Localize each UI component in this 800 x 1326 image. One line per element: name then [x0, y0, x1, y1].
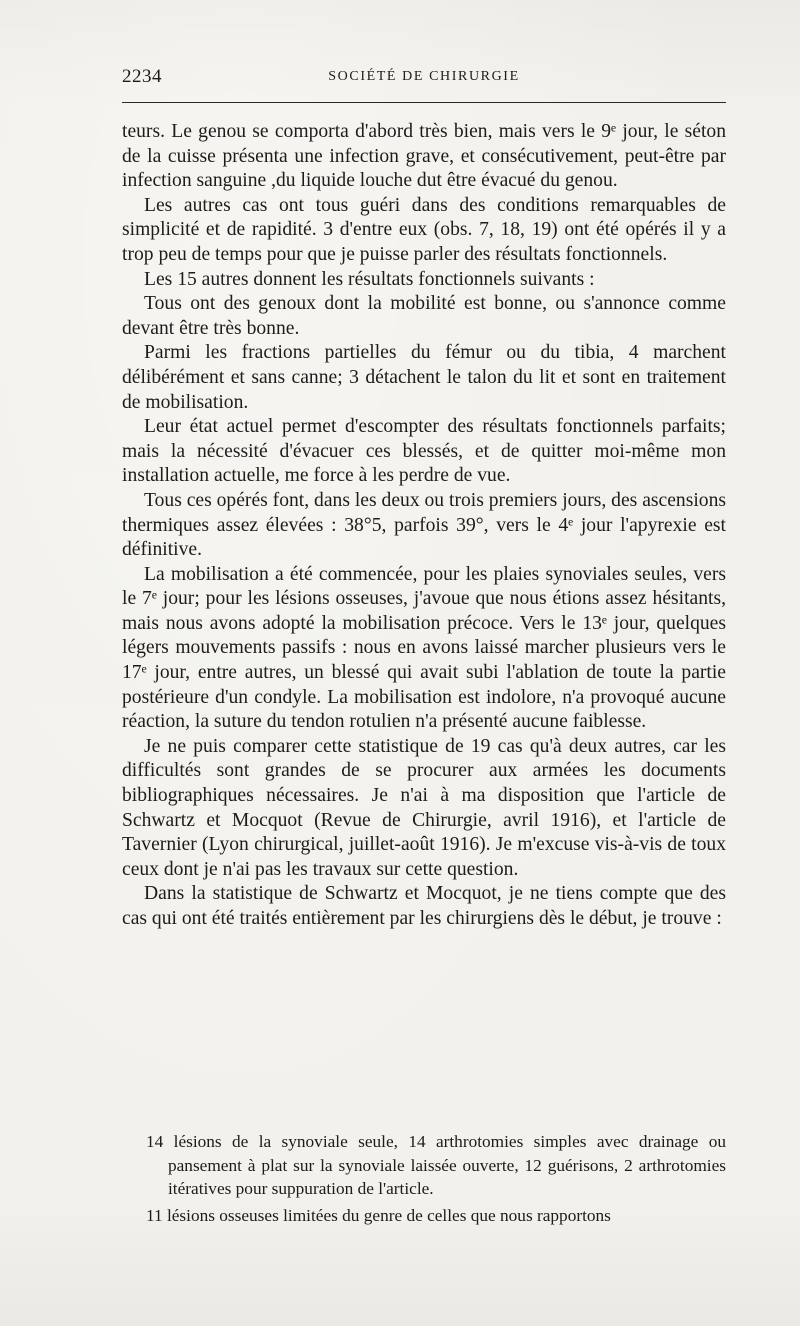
- paragraph: Les autres cas ont tous guéri dans des conditions remarquables de simplicité et de rapidité. 3 d'entre eux (obs. 7, 18, 19) ont été opérés il y a trop peu de temps pour que je puisse parler des résultats fonctionnels.: [122, 194, 726, 265]
- paragraph: Dans la statistique de Schwartz et Mocquot, je ne tiens compte que des cas qui ont été traités entièrement par les chirurgiens dès le début, je trouve :: [122, 883, 726, 929]
- paragraph: Leur état actuel permet d'escompter des résultats fonctionnels parfaits; mais la nécessité d'évacuer ces blessés, et de quitter moi-même mon installation actuelle, me force à les perdre de vue.: [122, 416, 726, 487]
- list-item: 14 lésions de la synoviale seule, 14 arthrotomies simples avec drainage ou pansement à plat sur la synoviale laissée ouverte, 12 guérisons, 2 arthrotomies itératives pour suppuration de l'article.: [146, 1132, 726, 1199]
- paragraph: La mobilisation a été commencée, pour les plaies synoviales seules, vers le 7ᵉ jour; pour les lésions osseuses, j'avoue que nous étions assez hésitants, mais nous avons adopté la mobilisation précoce. Vers le 13ᵉ jour, quelques légers mouvements passifs : nous en avons laissé marcher plusieurs vers le 17ᵉ jour, entre autres, un blessé qui avait subi l'ablation de toute la partie postérieure d'un condyle. La mobilisation est indolore, n'a provoqué aucune réaction, la suture du tendon rotulien n'a présenté aucune faiblesse.: [122, 563, 726, 733]
- running-title: SOCIÉTÉ DE CHIRURGIE: [328, 69, 520, 84]
- paragraph: Tous ces opérés font, dans les deux ou trois premiers jours, des ascensions thermiques assez élevées : 38°5, parfois 39°, vers le 4ᵉ jour l'apyrexie est définitive.: [122, 489, 726, 561]
- paragraph: Tous ont des genoux dont la mobilité est bonne, ou s'annonce comme devant être très bonne.: [122, 293, 726, 339]
- paragraph: Je ne puis comparer cette statistique de 19 cas qu'à deux autres, car les difficultés sont grandes de se procurer aux armées les documents bibliographiques nécessaires. Je n'ai à ma disposition que l'article de Schwartz et Mocquot (Revue de Chirurgie, avril 1916), et l'article de Tavernier (Lyon chirurgical, juillet-août 1916). Je m'excuse vis-à-vis de toux ceux dont je n'ai pas les travaux sur cette question.: [122, 735, 726, 880]
- statistics-list: [146, 1130, 726, 1227]
- header-rule: [122, 102, 726, 103]
- body-text: [122, 120, 726, 932]
- list-item: 11 lésions osseuses limitées du genre de celles que nous rapportons: [146, 1205, 611, 1225]
- page-number: 2234: [122, 66, 162, 87]
- paragraph: Les 15 autres donnent les résultats fonctionnels suivants :: [144, 268, 595, 290]
- paragraph: Parmi les fractions partielles du fémur ou du tibia, 4 marchent délibérément et sans canne; 3 détachent le talon du lit et sont en traitement de mobilisation.: [122, 342, 726, 413]
- paragraph: teurs. Le genou se comporta d'abord très bien, mais vers le 9ᵉ jour, le séton de la cuisse présenta une infection grave, et consécutivement, peut-être par infection sanguine ,du liquide louche dut être évacué du genou.: [122, 121, 726, 192]
- page-header: [122, 66, 726, 90]
